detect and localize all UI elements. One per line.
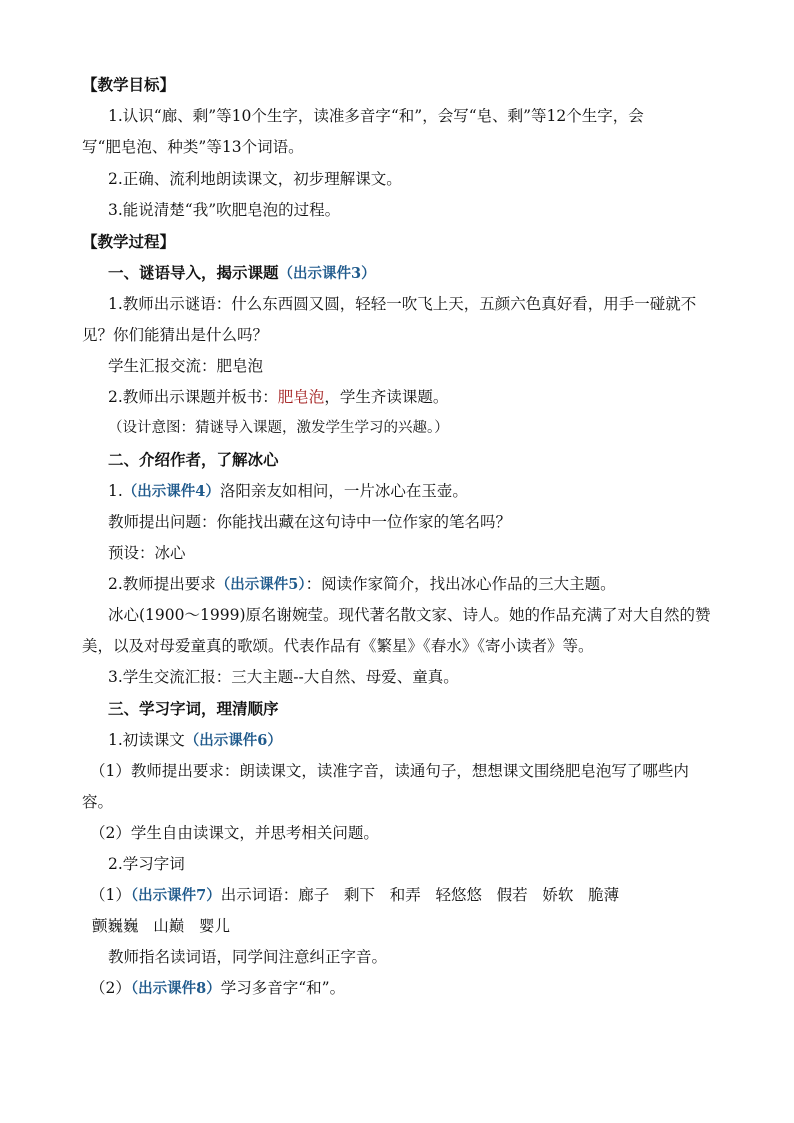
vocab-intro: 出示词语： [220,886,299,904]
part3-step-1 [108,729,282,752]
part1-step-2-text-b: ，学生齐读课题。 [324,388,449,406]
part3-step-1-text: 1.初读课文 [108,731,185,749]
polyphone-text: 学习多音字“和”。 [220,979,346,997]
vocab-word: 假若 [496,886,528,904]
part2-step-2-text-b: ：阅读作家简介，找出冰心作品的三大主题。 [305,575,616,593]
part3-item-1-line-1: （1）教师提出要求：朗读课文，读准字音，读通句子，想想课文围绕肥皂泡写了哪些内 [90,762,689,780]
part1-riddle-line-1: 1.教师出示谜语：什么东西圆又圆，轻轻一吹飞上天，五颜六色真好看，用手一碰就不 [108,295,697,313]
polyphone-item [90,977,345,1000]
courseware-ref-6: （出示课件6） [184,732,282,749]
poem-line: 洛阳亲友如相问，一片冰心在玉壶。 [219,482,468,500]
vocab-word: 和弄 [389,886,421,904]
vocab-word: 廊子 [298,886,330,904]
design-intent: （设计意图：猜谜导入课题，激发学生学习的兴趣。） [108,420,449,436]
vocab-word: 剩下 [343,886,375,904]
goal-3: 3.能说清楚“我”吹肥皂泡的过程。 [108,201,341,219]
part2-step-1-num: 1. [108,482,123,500]
vocab-row-2 [92,915,245,937]
goal-1-line-1: 1.认识“廊、剩”等10个生字，读准多音字“和”，会写“皂、剩”等12个生字，会 [108,107,644,125]
vocab-word: 婴儿 [198,917,230,935]
part3-item-2: （2）学生自由读课文，并思考相关问题。 [90,824,379,842]
part2-preset: 预设：冰心 [108,544,186,562]
courseware-ref-8: （出示课件8） [130,980,221,997]
part1-riddle-line-2: 见？你们能猜出是什么吗？ [82,326,269,344]
goal-1-line-2: 写“肥皂泡、种类”等13个词语。 [82,138,304,156]
part3-item-1-line-2: 容。 [82,793,114,811]
part2-question: 教师提出问题：你能找出藏在这句诗中一位作家的笔名吗？ [108,513,512,531]
part1-step-2 [108,386,448,408]
vocab-word: 轻悠悠 [435,886,482,904]
vocab-word: 娇软 [542,886,574,904]
process-heading: 【教学过程】 [82,232,176,251]
part2-step-2 [108,573,616,596]
author-bio-line-2: 美，以及对母爱童真的歌颂。代表作品有《繁星》《春水》《寄小读者》等。 [82,637,594,655]
part3-title: 三、学习字词，理清顺序 [108,699,279,718]
part1-title-line [108,262,376,285]
polyphone-item-num: （2） [90,979,131,997]
vocab-note: 教师指名读词语，同学间注意纠正字音。 [108,948,388,966]
goal-2: 2.正确、流利地朗读课文，初步理解课文。 [108,170,402,188]
part2-title: 二、介绍作者，了解冰心 [108,450,279,469]
courseware-ref-4: （出示课件4） [122,483,220,500]
vocab-row-1 [90,884,634,907]
courseware-ref-3: （出示课件3） [278,265,376,282]
vocab-item-num: （1） [90,886,131,904]
courseware-ref-5: （出示课件5） [215,576,306,593]
part1-title: 一、谜语导入，揭示课题 [108,263,279,282]
part1-answer: 学生汇报交流：肥皂泡 [108,357,264,375]
part1-step-2-text-a: 2.教师出示课题并板书： [108,388,278,406]
vocab-word: 脆薄 [588,886,620,904]
goals-heading: 【教学目标】 [82,75,176,94]
part2-step-2-text-a: 2.教师提出要求 [108,575,216,593]
board-title: 肥皂泡 [277,388,325,406]
vocab-word: 颤巍巍 [92,917,139,935]
courseware-ref-7: （出示课件7） [130,887,221,904]
vocab-word: 山巅 [153,917,185,935]
author-bio-line-1: 冰心(1900～1999)原名谢婉莹。现代著名散文家、诗人。她的作品充满了对大自然的赞 [108,606,711,624]
part3-step-2: 2.学习字词 [108,855,185,873]
part2-step-3: 3.学生交流汇报：三大主题--大自然、母爱、童真。 [108,668,459,686]
part2-step-1 [108,480,468,503]
